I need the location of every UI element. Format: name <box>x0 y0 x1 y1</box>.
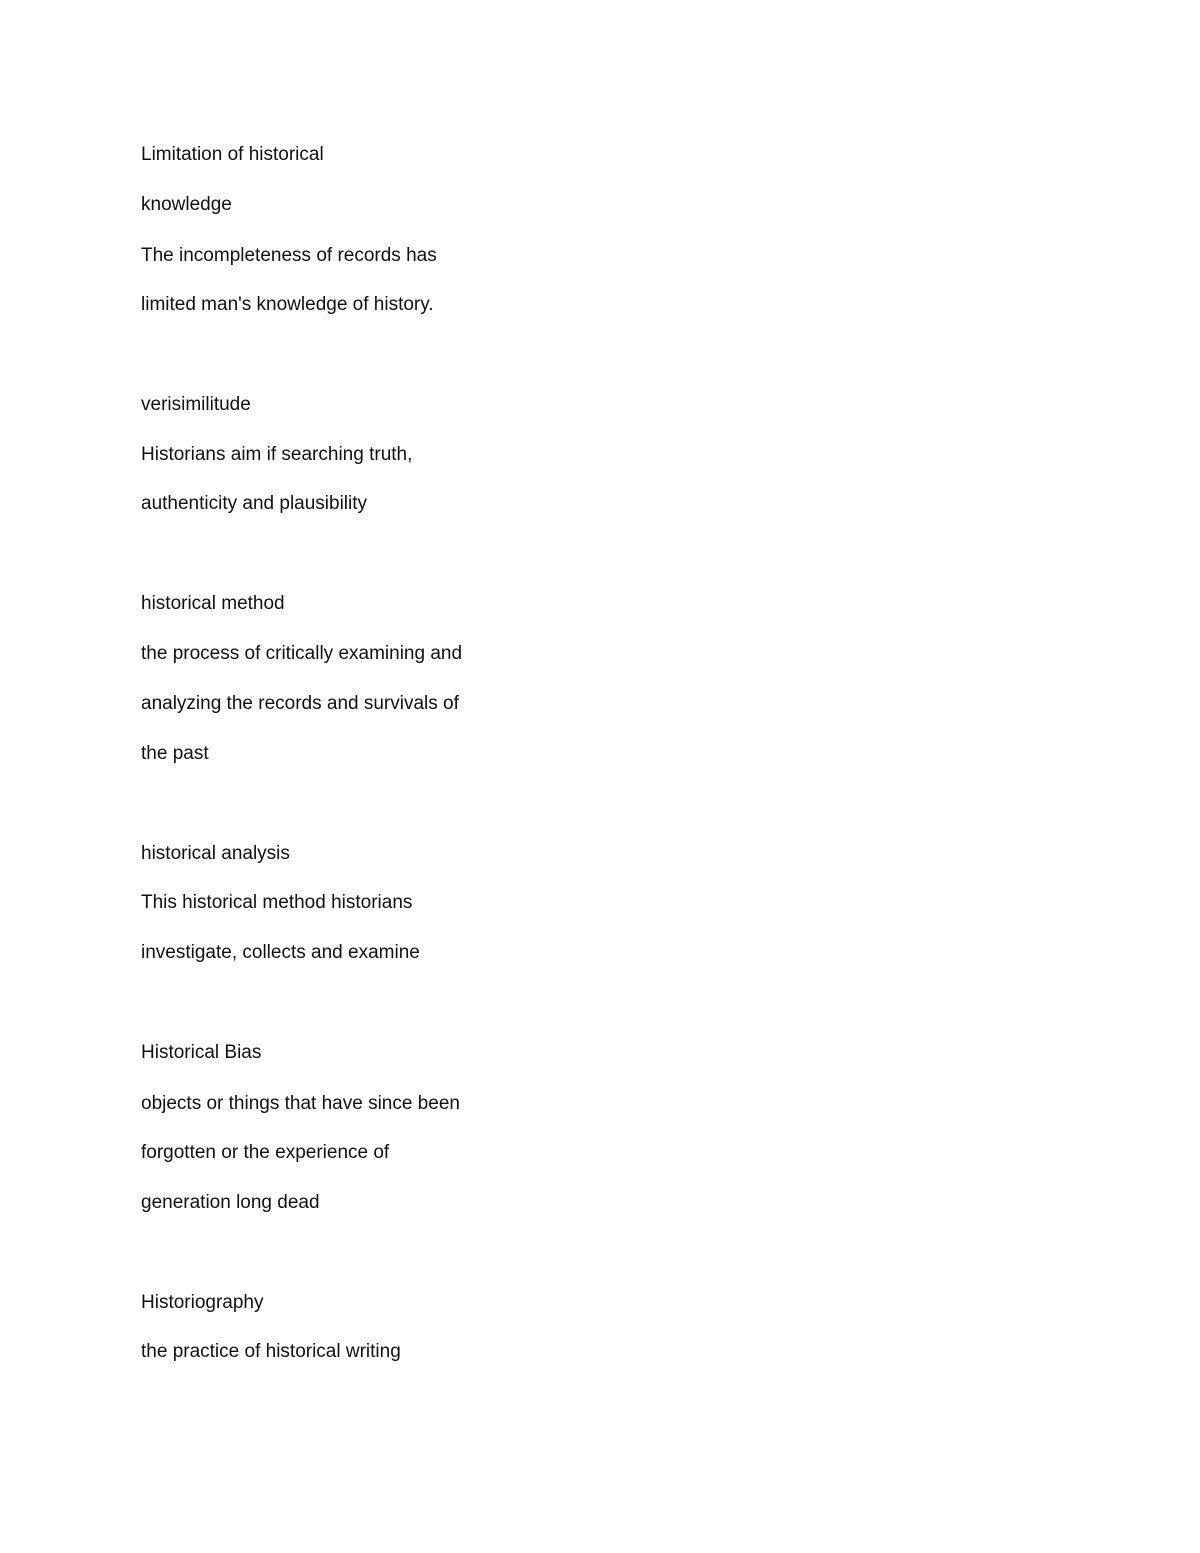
definition-historiography-line-1: the practice of historical writing <box>141 1341 401 1362</box>
term-historical-analysis: historical analysis <box>141 843 290 864</box>
definition-limitation-line-2: limited man's knowledge of history. <box>141 294 434 315</box>
term-historiography: Historiography <box>141 1292 264 1313</box>
definition-historical-method-line-3: the past <box>141 743 209 764</box>
term-limitation-line-2: knowledge <box>141 194 232 215</box>
definition-historical-method-line-1: the process of critically examining and <box>141 643 463 664</box>
term-historical-method: historical method <box>141 593 285 614</box>
definition-historical-bias-line-3: generation long dead <box>141 1192 320 1213</box>
definition-verisimilitude-line-2: authenticity and plausibility <box>141 493 368 514</box>
term-historical-bias: Historical Bias <box>141 1042 262 1063</box>
definition-historical-analysis-line-2: investigate, collects and examine <box>141 942 420 963</box>
definition-limitation-line-1: The incompleteness of records has <box>141 245 437 266</box>
term-limitation-line-1: Limitation of historical <box>141 144 324 165</box>
definition-historical-bias-line-1: objects or things that have since been <box>141 1093 460 1114</box>
term-verisimilitude: verisimilitude <box>141 394 251 415</box>
definition-historical-analysis-line-1: This historical method historians <box>141 892 413 913</box>
definition-verisimilitude-line-1: Historians aim if searching truth, <box>141 444 413 465</box>
definition-historical-method-line-2: analyzing the records and survivals of <box>141 693 459 714</box>
definition-historical-bias-line-2: forgotten or the experience of <box>141 1142 390 1163</box>
